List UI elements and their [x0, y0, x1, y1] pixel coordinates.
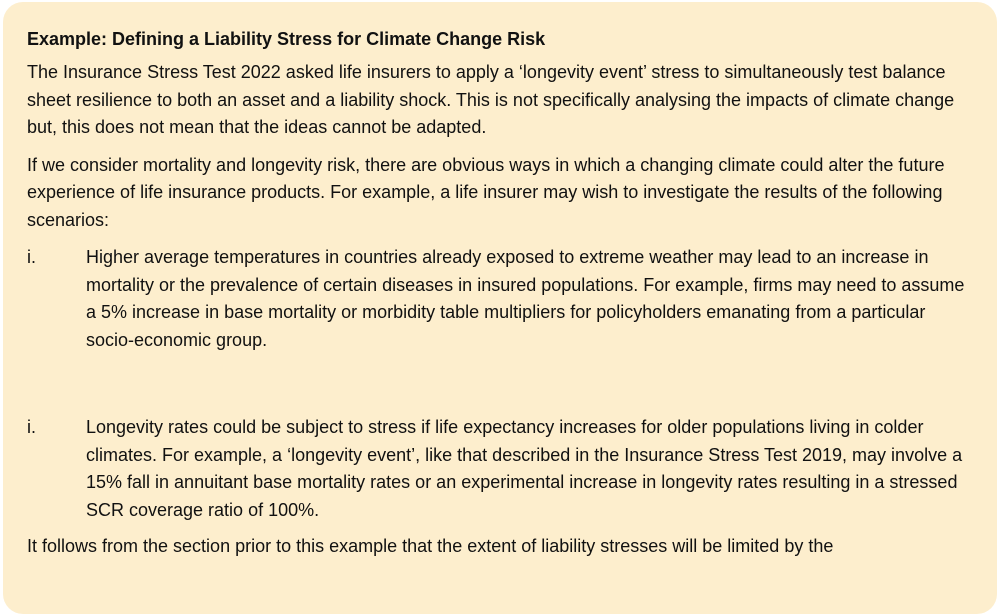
list-item-marker: i. — [27, 247, 36, 267]
closing-paragraph: It follows from the section prior to this example that the extent of liability stresses will be limited by the — [27, 536, 834, 556]
example-callout-box — [3, 2, 997, 614]
scenario-paragraph: If we consider mortality and longevity risk, there are obvious ways in which a changing climate could alter the future experience of life insurance products. For example, a life insurer may wish to investigate the results of the following scenarios: — [27, 154, 945, 230]
list-item — [27, 244, 973, 354]
intro-paragraph: The Insurance Stress Test 2022 asked life insurers to apply a ‘longevity event’ stress to simultaneously test balance sheet resilience to both an asset and a liability shock. This is not specifically analysing the impacts of climate change but, this does not mean that the ideas cannot be adapted. — [27, 62, 955, 137]
example-title: Example: Defining a Liability Stress for Climate Change Risk — [27, 29, 546, 49]
list-item-marker: i. — [27, 417, 36, 437]
list-item-text: Higher average temperatures in countries already exposed to extreme weather may lead to an increase in mortality or the prevalence of certain diseases in insured populations. For example, firms may need to assume a 5% increase in base mortality or morbidity table multipliers for policyholders emanating from a particular socio-economic group. — [86, 247, 965, 350]
list-item — [27, 414, 973, 524]
list-item-text: Longevity rates could be subject to stress if life expectancy increases for older populations living in colder climates. For example, a ‘longevity event’, like that described in the Insurance Stress Test 2019, may involve a 15% fall in annuitant base mortality rates or an experimental increase in longevity rates resulting in a stressed SCR coverage ratio of 100%. — [86, 417, 963, 520]
